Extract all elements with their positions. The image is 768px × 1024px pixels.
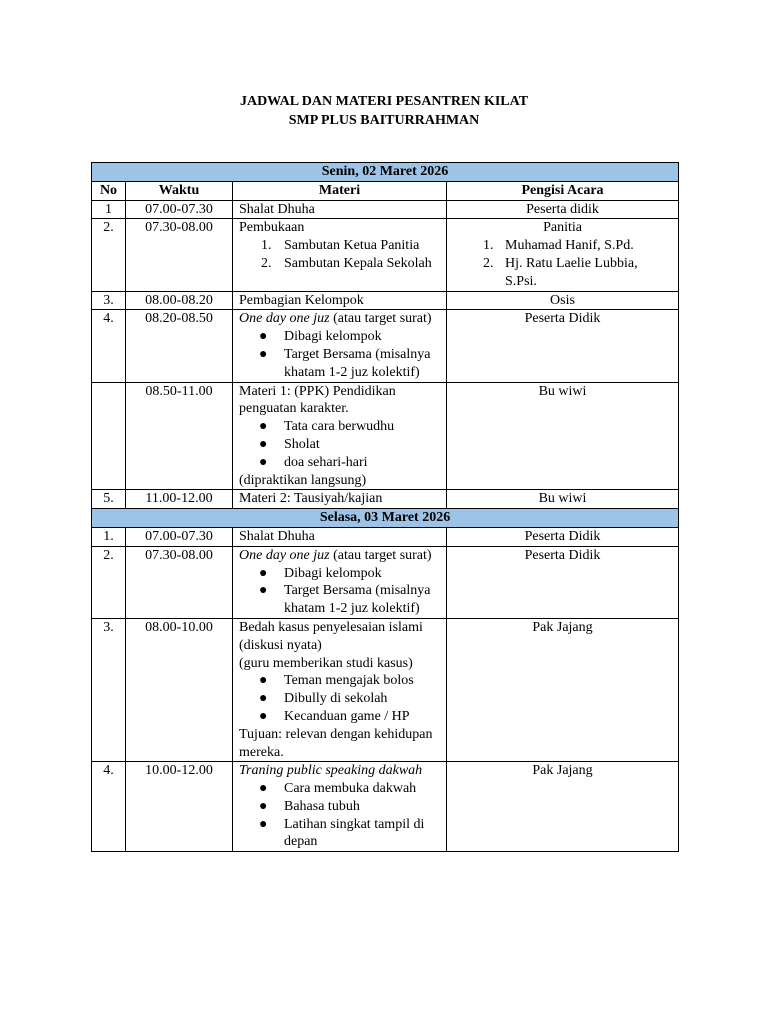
schedule-table [91,162,679,852]
cell-no: 1 [92,200,126,219]
numbered-list [453,237,672,290]
materi-text: Bedah kasus penyelesaian islami (diskusi nyata) [239,619,423,653]
cell-waktu: 07.00-07.30 [126,527,233,546]
list-item: ● Dibully di sekolah [259,691,388,707]
cell-no: 2. [92,546,126,618]
list-item: ● Cara membuka dakwah [259,781,417,797]
bullet-list [239,418,440,471]
materi-note: (dipraktikan langsung) [239,472,367,488]
list-item: 1. Sambutan Ketua Panitia [261,238,420,254]
cell-waktu: 08.50-11.00 [126,382,233,490]
cell-waktu: 07.30-08.00 [126,219,233,291]
bullet-list [239,565,440,618]
cell-materi [233,219,447,291]
cell-pengisi: Bu wiwi [447,490,679,509]
day-header-row [92,509,679,528]
cell-pengisi: Peserta Didik [447,310,679,382]
materi-text-2: (guru memberikan studi kasus) [239,655,413,671]
cell-no: 4. [92,310,126,382]
list-item: 1. Muhamad Hanif, S.Pd. [483,238,634,254]
cell-no: 2. [92,219,126,291]
cell-pengisi: Peserta didik [447,200,679,219]
cell-materi [233,762,447,852]
cell-waktu: 07.00-07.30 [126,200,233,219]
pengisi-text: Panitia [543,220,582,236]
list-item: ● doa sehari-hari [259,454,368,470]
cell-waktu: 10.00-12.00 [126,762,233,852]
table-row [92,291,679,310]
table-row [92,219,679,291]
list-item: ● Tata cara berwudhu [259,419,395,435]
cell-no: 3. [92,291,126,310]
cell-pengisi [447,219,679,291]
day-header-label: Senin, 02 Maret 2026 [92,163,679,182]
table-row [92,618,679,761]
cell-materi: Shalat Dhuha [233,527,447,546]
cell-waktu: 08.00-08.20 [126,291,233,310]
header-waktu: Waktu [126,181,233,200]
bullet-list [239,328,440,381]
list-item: 2. Hj. Ratu Laelie Lubbia, S.Psi. [483,255,638,289]
cell-waktu: 11.00-12.00 [126,490,233,509]
column-header-row [92,181,679,200]
list-item: ● Teman mengajak bolos [259,673,414,689]
day-header-row [92,163,679,182]
cell-materi [233,310,447,382]
list-item: ● Latihan singkat tampil di depan [259,816,425,850]
materi-text: Traning public speaking dakwah [239,763,423,779]
table-row [92,762,679,852]
header-pengisi: Pengisi Acara [447,181,679,200]
materi-note: Tujuan: relevan dengan kehidupan mereka. [239,726,433,760]
cell-no [92,382,126,490]
cell-pengisi: Peserta Didik [447,527,679,546]
bullet-list [239,672,440,725]
cell-pengisi: Pak Jajang [447,762,679,852]
bullet-list [239,780,440,851]
cell-materi: Materi 2: Tausiyah/kajian [233,490,447,509]
table-row [92,382,679,490]
cell-no: 5. [92,490,126,509]
cell-pengisi: Bu wiwi [447,382,679,490]
cell-waktu: 08.00-10.00 [126,618,233,761]
cell-no: 4. [92,762,126,852]
cell-materi: Shalat Dhuha [233,200,447,219]
table-row [92,527,679,546]
list-item: ● Sholat [259,436,320,452]
cell-waktu: 07.30-08.00 [126,546,233,618]
table-row [92,310,679,382]
table-row [92,546,679,618]
cell-materi [233,618,447,761]
materi-text: One day one juz (atau target surat) [239,311,432,327]
cell-no: 1. [92,527,126,546]
cell-materi [233,546,447,618]
header-no: No [92,181,126,200]
cell-materi: Pembagian Kelompok [233,291,447,310]
cell-pengisi: Osis [447,291,679,310]
list-item: ● Kecanduan game / HP [259,708,410,724]
materi-text: Materi 1: (PPK) Pendidikan penguatan karakter. [239,383,396,417]
cell-waktu: 08.20-08.50 [126,310,233,382]
materi-text: One day one juz (atau target surat) [239,547,432,563]
cell-materi [233,382,447,490]
cell-pengisi: Peserta Didik [447,546,679,618]
header-materi: Materi [233,181,447,200]
list-item: ● Dibagi kelompok [259,565,382,581]
document-subtitle: SMP PLUS BAITURRAHMAN [288,113,480,128]
document-title: JADWAL DAN MATERI PESANTREN KILAT [239,94,529,109]
cell-no: 3. [92,618,126,761]
materi-text: Pembukaan [239,220,305,236]
list-item: 2. Sambutan Kepala Sekolah [261,255,432,271]
numbered-list [239,237,440,273]
day-header-label: Selasa, 03 Maret 2026 [92,509,679,528]
list-item: ● Bahasa tubuh [259,798,360,814]
list-item: ● Target Bersama (misalnya khatam 1-2 juz kolektif) [259,346,431,380]
table-row [92,200,679,219]
list-item: ● Target Bersama (misalnya khatam 1-2 juz kolektif) [259,583,431,617]
table-row [92,490,679,509]
cell-pengisi: Pak Jajang [447,618,679,761]
list-item: ● Dibagi kelompok [259,329,382,345]
